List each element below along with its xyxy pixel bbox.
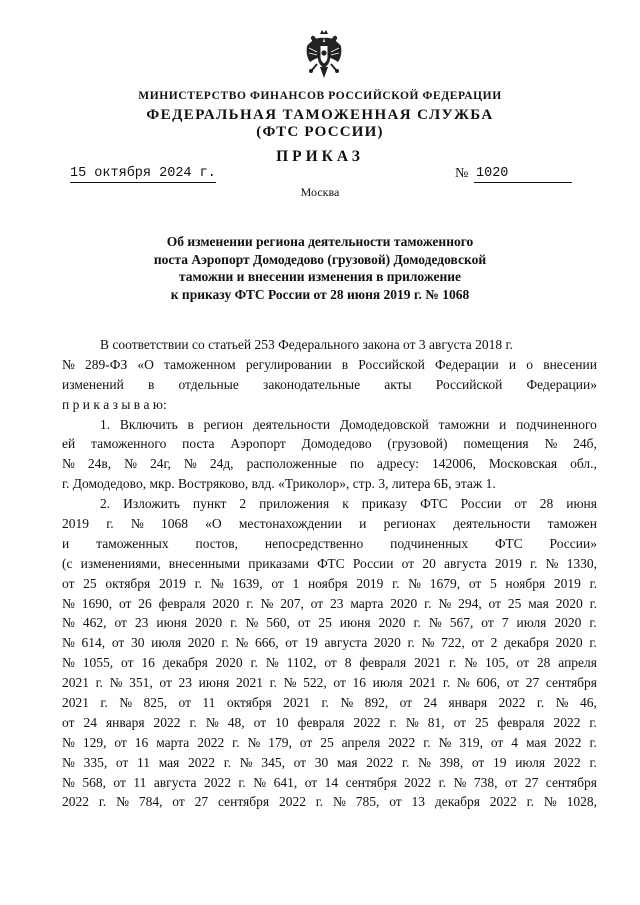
paragraph-line: от 24 января 2022 г. № 48, от 10 февраля 2022 г. № 81, от 25 февраля 2022 г. <box>62 714 597 730</box>
order-date: 15 октября 2024 г. <box>70 166 216 181</box>
paragraph-line: г. Домодедово, мкр. Востряково, влд. «Триколор», стр. 3, литера 6Б, этаж 1. <box>62 476 496 492</box>
paragraph-line: от 25 октября 2019 г. № 1639, от 1 ноября 2019 г. № 1679, от 5 ноября 2019 г. <box>62 575 597 591</box>
title-line: Об изменении региона деятельности таможенного <box>166 234 474 249</box>
paragraph-line: 2021 г. № 351, от 23 июня 2021 г. № 522, от 16 июля 2021 г. № 606, от 27 сентября <box>62 675 597 691</box>
paragraph-line: 2022 г. № 784, от 27 сентября 2022 г. № 785, от 13 декабря 2022 г. № 1028, <box>62 794 597 810</box>
document-type: ПРИКАЗ <box>276 148 364 165</box>
order-directive: п р и к а з ы в а ю: <box>62 396 167 412</box>
order-number-label: № <box>455 166 469 181</box>
paragraph-line: (с изменениями, внесенными приказами ФТС России от 20 августа 2019 г. № 1330, <box>62 555 597 571</box>
title-line: таможни и внесении изменения в приложение <box>178 269 461 284</box>
service-name: ФЕДЕРАЛЬНАЯ ТАМОЖЕННАЯ СЛУЖБА <box>146 107 494 123</box>
paragraph-line: № 129, от 16 марта 2022 г. № 179, от 25 апреля 2022 г. № 319, от 4 мая 2022 г. <box>62 734 597 750</box>
paragraph-line: № 24в, № 24г, № 24д, расположенные по адресу: 142006, Московская обл., <box>62 456 597 472</box>
paragraph-line: № 568, от 11 августа 2022 г. № 641, от 14 сентября 2022 г. № 738, от 27 сентября <box>62 774 597 790</box>
coat-of-arms-emblem-icon <box>304 28 344 82</box>
title-line: к приказу ФТС России от 28 июня 2019 г. № 1068 <box>170 286 470 302</box>
paragraph-line: 2021 г. № 825, от 11 октября 2021 г. № 892, от 24 января 2022 г. № 46, <box>62 695 597 711</box>
order-body <box>62 335 597 812</box>
paragraph-line: № 1690, от 26 февраля 2020 г. № 207, от 23 марта 2020 г. № 294, от 25 мая 2020 г. <box>62 595 597 611</box>
order-city: Москва <box>300 185 340 199</box>
paragraph-line: № 462, от 23 июня 2020 г. № 560, от 25 июня 2020 г. № 567, от 7 июля 2020 г. <box>62 615 597 631</box>
paragraph-line: изменений в отдельные законодательные акты Российской Федерации» <box>62 376 597 392</box>
paragraph-line: 1. Включить в регион деятельности Домодедовской таможни и подчиненного <box>100 416 597 432</box>
service-abbreviation: (ФТС РОССИИ) <box>256 124 384 140</box>
paragraph-line: № 289-ФЗ «О таможенном регулировании в Российской Федерации и о внесении <box>62 356 597 372</box>
paragraph-line: 2. Изложить пункт 2 приложения к приказу ФТС России от 28 июня <box>100 496 597 512</box>
paragraph-line: 2019 г. № 1068 «О местонахождении и регионах деятельности таможен <box>62 516 597 532</box>
order-title <box>0 233 640 303</box>
paragraph-line: и таможенных постов, непосредственно подчиненных ФТС России» <box>62 535 597 551</box>
paragraph-line: № 1055, от 16 декабря 2020 г. № 1102, от 8 февраля 2021 г. № 105, от 28 апреля <box>62 655 597 671</box>
paragraph-line: № 335, от 11 мая 2022 г. № 345, от 30 мая 2022 г. № 398, от 19 июля 2022 г. <box>62 754 597 770</box>
order-number: 1020 <box>474 166 572 183</box>
paragraph-line: ей таможенного поста Аэропорт Домодедово (грузовой) помещения № 24б, <box>62 436 597 452</box>
paragraph-line: № 614, от 30 июля 2020 г. № 666, от 19 августа 2020 г. № 722, от 2 декабря 2020 г. <box>62 635 597 651</box>
ministry-name: МИНИСТЕРСТВО ФИНАНСОВ РОССИЙСКОЙ ФЕДЕРАЦИИ <box>138 90 502 102</box>
paragraph-line: В соответствии со статьей 253 Федерального закона от 3 августа 2018 г. <box>100 337 513 352</box>
title-line: поста Аэропорт Домодедово (грузовой) Домодедовской <box>153 251 487 267</box>
